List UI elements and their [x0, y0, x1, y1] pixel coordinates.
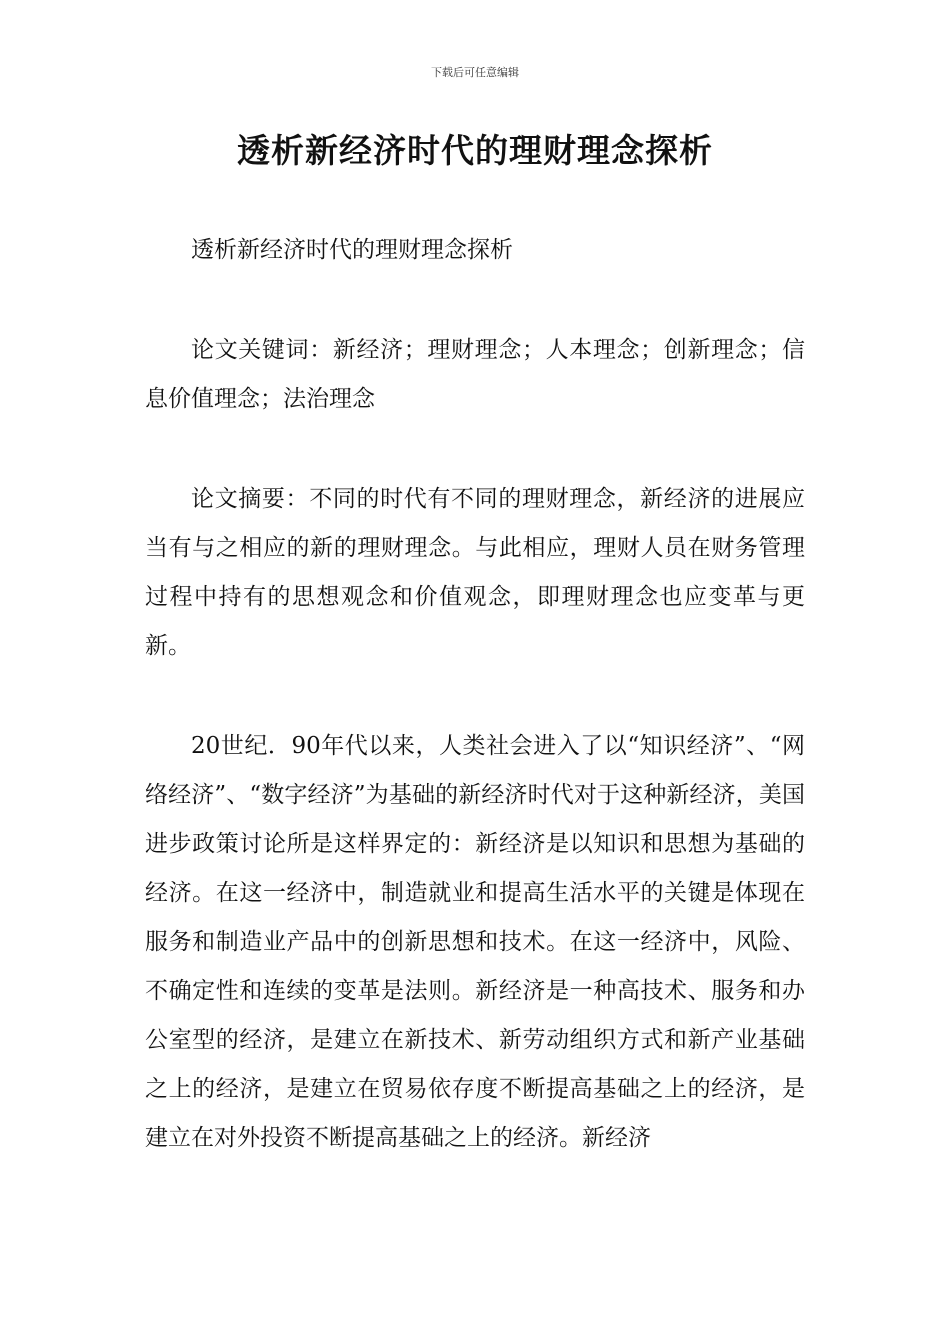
- keywords-paragraph: 论文关键词：新经济；理财理念；人本理念；创新理念；信息价值理念；法治理念: [145, 337, 805, 412]
- page-header-note: 下载后可任意编辑: [431, 66, 519, 79]
- document-title: 透析新经济时代的理财理念探析: [237, 131, 713, 170]
- body-paragraph: 20世纪．90年代以来，人类社会进入了以“知识经济”、“网络经济”、“数字经济”为基础的新经济时代对于这种新经济，美国进步政策讨论所是这样界定的：新经济是以知识和思想为基础的经济。在这一经济中，制造就业和提高生活水平的关键是体现在服务和制造业产品中的创新思想和技术。在这一经济中，风险、不确定性和连续的变革是法则。新经济是一种高技术、服务和办公室型的经济，是建立在新技术、新劳动组织方式和新产业基础之上的经济，是建立在贸易依存度不断提高基础之上的经济，是建立在对外投资不断提高基础之上的经济。新经济: [145, 733, 805, 1151]
- subtitle-paragraph: 透析新经济时代的理财理念探析: [191, 237, 513, 263]
- document-body: [145, 226, 805, 1163]
- abstract-paragraph: 论文摘要：不同的时代有不同的理财理念，新经济的进展应当有与之相应的新的理财理念。与此相应，理财人员在财务管理过程中持有的思想观念和价值观念，即理财理念也应变革与更新。: [145, 486, 805, 659]
